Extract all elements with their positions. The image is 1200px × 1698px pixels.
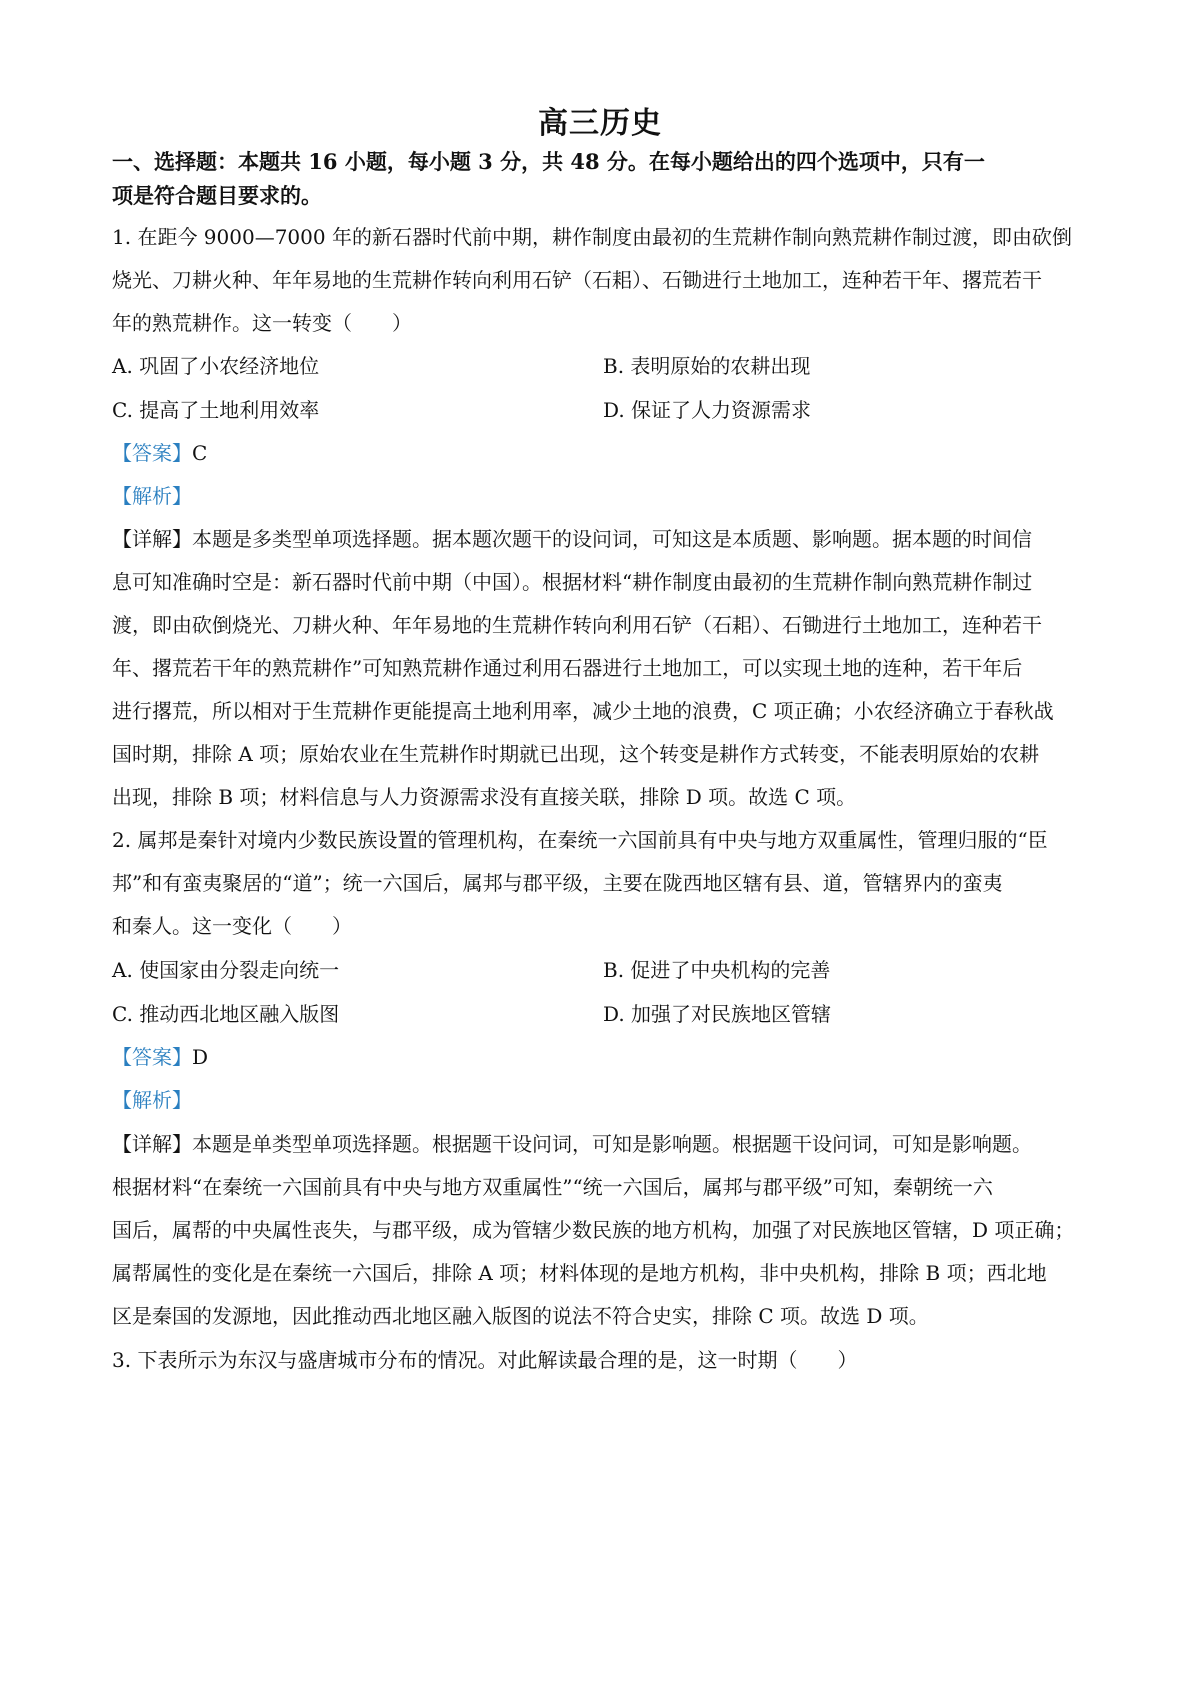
- q1-option-c: C. 提高了土地利用效率: [112, 398, 320, 422]
- q2-option-c: C. 推动西北地区融入版图: [112, 1002, 340, 1026]
- q1-detail-text: 本题是多类型单项选择题。据本题次题干的设问词，可知这是本质题、影响题。据本题的时间信: [192, 527, 1032, 551]
- q1-stem-line: 烧光、刀耕火种、年年易地的生荒耕作转向利用石铲（石耜）、石锄进行土地加工，连种若干年、撂荒若干: [112, 268, 1042, 292]
- q2-analysis-bracket-open: 【: [112, 1088, 132, 1112]
- q1-analysis-bracket-close: 】: [172, 484, 192, 508]
- q1-option-d: D. 保证了人力资源需求: [603, 398, 812, 422]
- q2-answer-row: [112, 1042, 1092, 1072]
- q1-analysis-bracket-open: 【: [112, 484, 132, 508]
- q2-option-b: B. 促进了中央机构的完善: [603, 958, 831, 982]
- section-heading-line-2: 项是符合题目要求的。: [112, 183, 322, 208]
- q3-stem-line: 3. 下表所示为东汉与盛唐城市分布的情况。对此解读最合理的是，这一时期（ ）: [112, 1348, 858, 1372]
- q1-stem-line: 年的熟荒耕作。这一转变（ ）: [112, 311, 412, 335]
- q2-detail-line: 根据材料“在秦统一六国前具有中央与地方双重属性”“统一六国后，属邦与郡平级”可知，秦朝统一六: [112, 1175, 993, 1199]
- q1-analysis-tag: 解析: [132, 484, 172, 508]
- q1-detail-line: 进行撂荒，所以相对于生荒耕作更能提高土地利用率，减少土地的浪费，C 项正确；小农经济确立于春秋战: [112, 699, 1054, 723]
- q1-answer-bracket-open: 【: [112, 441, 132, 465]
- q1-answer-tag: 答案: [132, 441, 172, 465]
- q1-detail-line: 国时期，排除 A 项；原始农业在生荒耕作时期就已出现，这个转变是耕作方式转变，不能表明原始的农耕: [112, 742, 1040, 766]
- q1-option-a: A. 巩固了小农经济地位: [112, 354, 320, 378]
- q2-detail-line: 国后，属帮的中央属性丧失，与郡平级，成为管辖少数民族的地方机构，加强了对民族地区管辖，D 项正确；: [112, 1218, 1075, 1242]
- q1-detail-line: [112, 524, 1092, 554]
- q2-stem-line: 和秦人。这一变化（ ）: [112, 914, 352, 938]
- q2-detail-line: 区是秦国的发源地，因此推动西北地区融入版图的说法不符合史实，排除 C 项。故选 D 项。: [112, 1304, 929, 1328]
- q2-analysis-bracket-close: 】: [172, 1088, 192, 1112]
- q2-detail-tag: 【详解】: [112, 1132, 192, 1156]
- q1-detail-line: 出现，排除 B 项；材料信息与人力资源需求没有直接关联，排除 D 项。故选 C 项。: [112, 785, 857, 809]
- q1-answer-bracket-close: 】: [172, 441, 192, 465]
- q2-answer-bracket-open: 【: [112, 1045, 132, 1069]
- section-heading-line-1: 一、选择题：本题共 16 小题，每小题 3 分，共 48 分。在每小题给出的四个选项中，只有一: [112, 149, 985, 174]
- q2-detail-line: [112, 1129, 1092, 1159]
- q2-stem-line: 2. 属邦是秦针对境内少数民族设置的管理机构，在秦统一六国前具有中央与地方双重属性，管理归服的“臣: [112, 828, 1048, 852]
- q2-analysis-row: [112, 1085, 1092, 1115]
- q1-stem-line: 1. 在距今 9000—7000 年的新石器时代前中期，耕作制度由最初的生荒耕作制向熟荒耕作制过渡，即由砍倒: [112, 225, 1072, 249]
- q2-answer-bracket-close: 】: [172, 1045, 192, 1069]
- q1-answer-value: C: [192, 441, 208, 465]
- q2-option-a: A. 使国家由分裂走向统一: [112, 958, 340, 982]
- q2-detail-text: 本题是单类型单项选择题。根据题干设问词，可知是影响题。根据题干设问词，可知是影响题。: [192, 1132, 1032, 1156]
- q1-detail-tag: 【详解】: [112, 527, 192, 551]
- q2-detail-line: 属帮属性的变化是在秦统一六国后，排除 A 项；材料体现的是地方机构，非中央机构，排除 B 项；西北地: [112, 1261, 1047, 1285]
- q1-detail-line: 息可知准确时空是：新石器时代前中期（中国）。根据材料“耕作制度由最初的生荒耕作制向熟荒耕作制过: [112, 570, 1033, 594]
- q2-answer-value: D: [192, 1045, 209, 1069]
- q1-detail-line: 年、撂荒若干年的熟荒耕作”可知熟荒耕作通过利用石器进行土地加工，可以实现土地的连种，若干年后: [112, 656, 1023, 680]
- page-title: 高三历史: [538, 106, 662, 141]
- q2-analysis-tag: 解析: [132, 1088, 172, 1112]
- q1-analysis-row: [112, 481, 1092, 511]
- q1-answer-row: [112, 438, 1092, 468]
- q1-detail-line: 渡，即由砍倒烧光、刀耕火种、年年易地的生荒耕作转向利用石铲（石耜）、石锄进行土地加工，连种若干: [112, 613, 1042, 637]
- q2-answer-tag: 答案: [132, 1045, 172, 1069]
- q1-option-b: B. 表明原始的农耕出现: [603, 354, 811, 378]
- q2-option-d: D. 加强了对民族地区管辖: [603, 1002, 832, 1026]
- q2-stem-line: 邦”和有蛮夷聚居的“道”；统一六国后，属邦与郡平级，主要在陇西地区辖有县、道，管辖界内的蛮夷: [112, 871, 1003, 895]
